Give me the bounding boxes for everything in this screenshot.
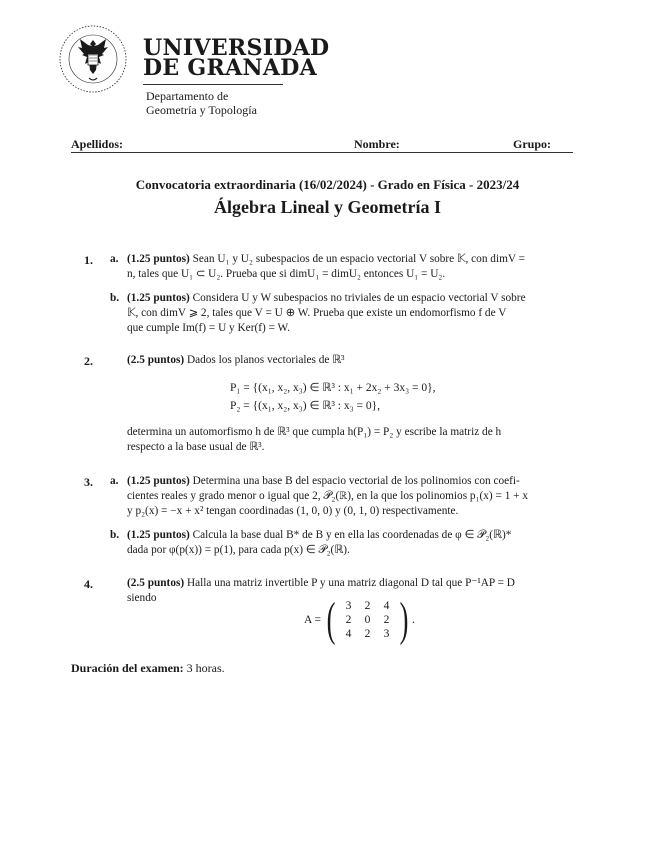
apellidos-label: Apellidos: (71, 137, 124, 151)
matrix-cell: 2 (364, 628, 371, 640)
matrix-cell: 2 (345, 614, 352, 626)
fields-divider (71, 152, 573, 153)
question-2-equation: P₁ = {(x₁, x₂, x₃) ∈ ℝ³ : x₁ + 2x₂ + 3x₃ = 0}, (230, 382, 436, 394)
matrix-end-period: . (412, 614, 415, 626)
matrix-right-paren: ) (399, 593, 409, 646)
question-1b-line: 𝕂, con dimV ⩾ 2, tales que V = U ⊕ W. Prueba que existe un endomorfismo f de V (127, 307, 507, 319)
duration-value: 3 horas. (186, 661, 225, 675)
grupo-label: Grupo: (513, 137, 552, 151)
question-4-points: (2.5 puntos) (127, 577, 185, 589)
nombre-label: Nombre: (354, 137, 400, 151)
matrix-cell: 4 (345, 628, 352, 640)
question-2-closing (127, 425, 590, 455)
matrix-cell: 0 (364, 614, 371, 626)
exam-duration (71, 661, 225, 676)
question-3a-label: a. (110, 475, 119, 487)
matrix-A-label: A = (304, 614, 322, 626)
question-3a-line: y p₂(x) = −x + x² tengan coordinadas (1, 0, 0) y (0, 1, 0) respectivamente. (127, 505, 459, 517)
question-2-closing-line: determina un automorfismo h de ℝ³ que cumpla h(P₁) = P₂ y escribe la matriz de h (127, 426, 502, 438)
question-3a-text (127, 474, 590, 519)
matrix-cell: 2 (383, 614, 390, 626)
duration-label: Duración del examen: (71, 661, 184, 675)
question-4-number: 4. (84, 577, 93, 591)
question-1a-text (127, 252, 590, 282)
matrix-cell: 3 (383, 628, 390, 640)
matrix-cell: 3 (345, 600, 352, 612)
matrix-A-entries (339, 599, 396, 641)
matrix-cell: 2 (364, 600, 371, 612)
question-3b-line: dada por φ(p(x)) = p(1), para cada p(x) ∈ 𝒫₂(ℝ). (127, 544, 350, 556)
question-1b-line: Considera U y W subespacios no triviales de un espacio vectorial V sobre (192, 292, 526, 304)
question-3a-line: Determina una base B del espacio vectorial de los polinomios con coefi- (192, 475, 520, 487)
question-1a-label: a. (110, 253, 119, 265)
question-1a-points: (1.25 puntos) (127, 253, 190, 265)
question-1b-text (127, 291, 590, 336)
question-2-intro-text: Dados los planos vectoriales de ℝ³ (186, 354, 345, 366)
university-name-line1: UNIVERSIDAD (143, 35, 330, 61)
question-3b-line: Calcula la base dual B* de B y en ella las coordenadas de φ ∈ 𝒫₂(ℝ)* (192, 529, 512, 541)
department-line1: Departamento de (146, 89, 229, 103)
matrix-cell: 4 (383, 600, 390, 612)
question-3-number: 3. (84, 475, 93, 489)
matrix-A (304, 593, 415, 646)
question-3a-points: (1.25 puntos) (127, 475, 190, 487)
question-2-points: (2.5 puntos) (127, 354, 185, 366)
matrix-left-paren: ( (326, 593, 336, 646)
question-3b-label: b. (110, 529, 120, 541)
university-name-line2: DE GRANADA (143, 55, 317, 81)
header-divider (143, 84, 283, 85)
question-1a-line: Sean U₁ y U₂ subespacios de un espacio vectorial V sobre 𝕂, con dimV = (192, 253, 526, 265)
university-seal-logo (58, 24, 128, 94)
question-3b-text (127, 528, 590, 558)
question-2-number: 2. (84, 354, 93, 368)
question-3b-points: (1.25 puntos) (127, 529, 190, 541)
question-1a-line: n, tales que U₁ ⊂ U₂. Prueba que si dimU₁ = dimU₂ entonces U₁ = U₂. (127, 268, 446, 280)
question-1b-label: b. (110, 292, 120, 304)
exam-subject-title: Álgebra Lineal y Geometría I (214, 197, 441, 217)
question-2-intro (127, 353, 345, 368)
question-2-closing-line: respecto a la base usual de ℝ³. (127, 441, 265, 453)
question-1-number: 1. (84, 253, 93, 267)
department-line2: Geometría y Topología (146, 103, 257, 117)
question-1b-line: que cumple Im(f) = U y Ker(f) = W. (127, 322, 291, 334)
question-4-line: siendo (127, 592, 157, 604)
question-2-equation: P₂ = {(x₁, x₂, x₃) ∈ ℝ³ : x₃ = 0}, (230, 400, 381, 412)
question-1b-points: (1.25 puntos) (127, 292, 190, 304)
question-3a-line: cientes reales y grado menor o igual que 2, 𝒫₂(ℝ), en la que los polinomios p₁(x) = 1 + x (127, 490, 529, 502)
question-4-line: Halla una matriz invertible P y una matriz diagonal D tal que P⁻¹AP = D (186, 577, 515, 589)
exam-convocatoria: Convocatoria extraordinaria (16/02/2024) - Grado en Física - 2023/24 (135, 177, 520, 192)
